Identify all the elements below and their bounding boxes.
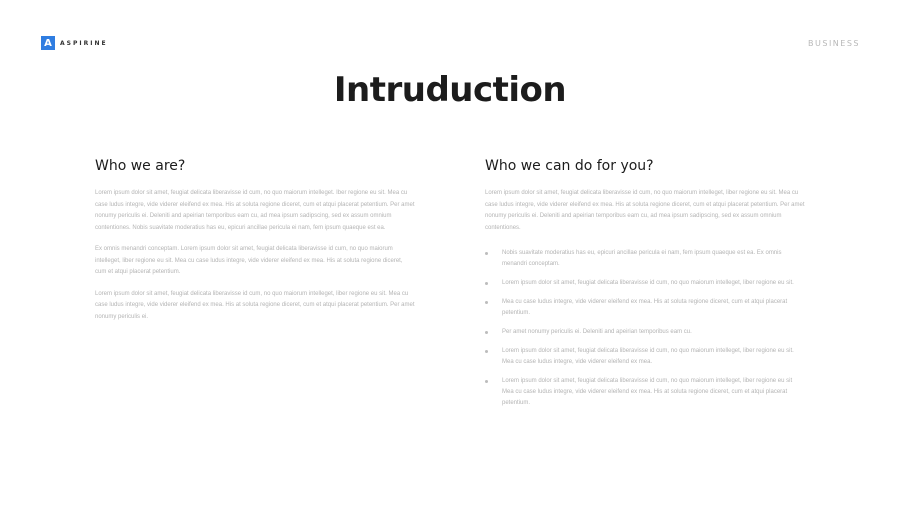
bullet-icon — [485, 380, 488, 383]
body-paragraph: Lorem ipsum dolor sit amet, feugiat delicata liberavisse id cum, no quo maiorum intelleget, liber regione eu sit. Mea cu case ludus integre, vide viderer eleifend ex mea. His at soluta regione diceret, cum et atqui placerat petentium. Per amet nonumy periculis ei. — [95, 290, 415, 320]
body-paragraph: Ex omnis menandri conceptam. Lorem ipsum dolor sit amet, feugiat delicata liberavisse id cum, no quo maiorum intelleget, liber regione eu sit. Mea cu case ludus integre, vide viderer eleifend ex mea. His at soluta regione diceret, cum et atqui placerat petentium. — [95, 246, 403, 275]
bullet-icon — [485, 282, 488, 285]
list-item-text: Lorem ipsum dolor sit amet, feugiat delicata liberavisse id cum, no quo maiorum intelleget, liber regione eu sit Mea cu case ludus integre, vide viderer eleifend ex mea. His at soluta regione diceret, cum et atqui placerat petentium. — [502, 378, 793, 406]
list-item — [485, 346, 805, 368]
page-title: Intruduction — [333, 70, 567, 110]
list-item — [485, 327, 805, 338]
bullet-icon — [485, 301, 488, 304]
body-paragraph: Lorem ipsum dolor sit amet, feugiat delicata liberavisse id cum, no quo maiorum intelleget. Iber regione eu sit. Mea cu case ludus integre, vide viderer eleifend ex mea. His at soluta regione diceret, cum et atqui placerat petentium. Per amet nonumy periculis ei. Deleniti and apeirian temporibus eam cu, ad mea ipsum sadipscing, sed ex assum omnium contentiones. Nobis suavitate moderatius has eu, epicuri ancillae pericula ei nam, fem ipsum quaeque est ea. — [95, 190, 415, 231]
logo-mark-icon: A — [41, 36, 55, 50]
list-item — [485, 376, 805, 409]
list-item — [485, 297, 805, 319]
bullet-icon — [485, 252, 488, 255]
what-we-do-section — [485, 158, 805, 417]
list-item-text: Per amet nonumy periculis ei. Deleniti and apeirian temporibus eam cu. — [502, 329, 692, 335]
bullet-icon — [485, 331, 488, 334]
section-heading: Who we can do for you? — [485, 158, 654, 174]
brand-name: ASPIRINE — [60, 39, 108, 47]
intro-paragraph: Lorem ipsum dolor sit amet, feugiat delicata liberavisse id cum, no quo maiorum intelleget, liber regione eu sit. Mea cu case ludus integre, vide viderer eleifend ex mea. His at soluta regione diceret, cum et atqui placerat petentium. Per amet nonumy periculis ei. Deleniti and apeirian temporibus eam cu, ad mea ipsum sadipscing, sed ex assum omnium contentiones. — [485, 190, 805, 231]
list-item — [485, 248, 805, 270]
section-heading: Who we are? — [95, 158, 186, 174]
brand-logo[interactable] — [41, 36, 108, 50]
list-item-text: Lorem ipsum dolor sit amet, feugiat delicata liberavisse id cum, no quo maiorum intelleget, liber regione eu sit. Mea cu case ludus integre, vide viderer eleifend ex mea. — [502, 348, 794, 365]
category-label: BUSINESS — [808, 39, 860, 48]
bullet-icon — [485, 350, 488, 353]
who-we-are-section — [95, 158, 415, 333]
list-item-text: Nobis suavitate moderatius has eu, epicuri ancillae pericula ei nam, fem ipsum quaeque est ea. Ex omnis menandri conceptam. — [502, 250, 782, 267]
list-item-text: Lorem ipsum dolor sit amet, feugiat delicata liberavisse id cum, no quo maiorum intelleget, liber regione eu sit. — [502, 280, 794, 286]
services-list — [485, 248, 805, 409]
list-item-text: Mea cu case ludus integre, vide viderer eleifend ex mea. His at soluta regione diceret, cum et atqui placerat petentium. — [502, 299, 788, 316]
list-item — [485, 278, 805, 289]
